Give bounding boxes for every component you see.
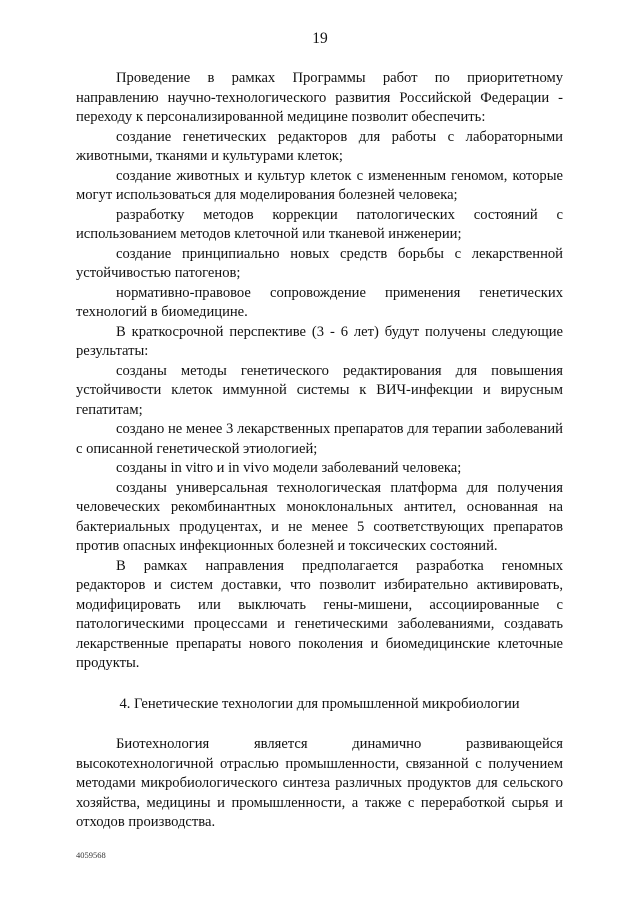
section-heading: 4. Генетические технологии для промышленной микробиологии: [119, 695, 520, 712]
paragraph: Биотехнология является динамично развивающейся высокотехнологичной отраслью промышленности, связанной с получением методами микробиологического синтеза различных продуктов для сельского хозяйства, медицины и промышленности, а также с переработкой сырья и отходов производства.: [76, 736, 563, 830]
paragraph: создание генетических редакторов для работы с лабораторными животными, тканями и культурами клеток;: [76, 128, 563, 164]
paragraph: разработку методов коррекции патологических состояний с использованием методов клеточной или тканевой инженерии;: [76, 206, 563, 242]
paragraph: В рамках направления предполагается разработка геномных редакторов и систем доставки, что позволит избирательно активировать, модифицировать или выключать гены-мишени, ассоциированные с патологическими процессами и генетическими заболеваниями, создавать лекарственные препараты нового поколения и биомедицинские клеточные продукты.: [76, 557, 563, 671]
paragraph: Проведение в рамках Программы работ по приоритетному направлению научно-технологического развития Российской Федерации - переходу к персонализированной медицине позволит обеспечить:: [76, 70, 563, 125]
paragraph: нормативно-правовое сопровождение применения генетических технологий в биомедицине.: [76, 284, 563, 320]
paragraph: создание принципиально новых средств борьбы с лекарственной устойчивостью патогенов;: [76, 245, 563, 281]
paragraph: созданы in vitro и in vivo модели заболеваний человека;: [116, 460, 462, 476]
paragraph: созданы универсальная технологическая платформа для получения человеческих рекомбинантных моноклональных антител, основанная на бактериальных продуцентах, и не менее 5 соответствующих препаратов против опасных инфекционных болезней и токсических состояний.: [76, 479, 563, 554]
document-id: 4059568: [76, 850, 106, 860]
paragraph: созданы методы генетического редактирования для повышения устойчивости клеток иммунной системы к ВИЧ-инфекции и вирусным гепатитам;: [76, 362, 563, 418]
paragraph: В краткосрочной перспективе (3 - 6 лет) будут получены следующие результаты:: [76, 323, 563, 359]
paragraph: создание животных и культур клеток с измененным геномом, которые могут использоваться для моделирования болезней человека;: [76, 167, 563, 203]
paragraph: создано не менее 3 лекарственных препаратов для терапии заболеваний с описанной генетической этиологией;: [76, 421, 563, 457]
document-body: [76, 69, 563, 833]
page-number: 19: [312, 30, 328, 47]
